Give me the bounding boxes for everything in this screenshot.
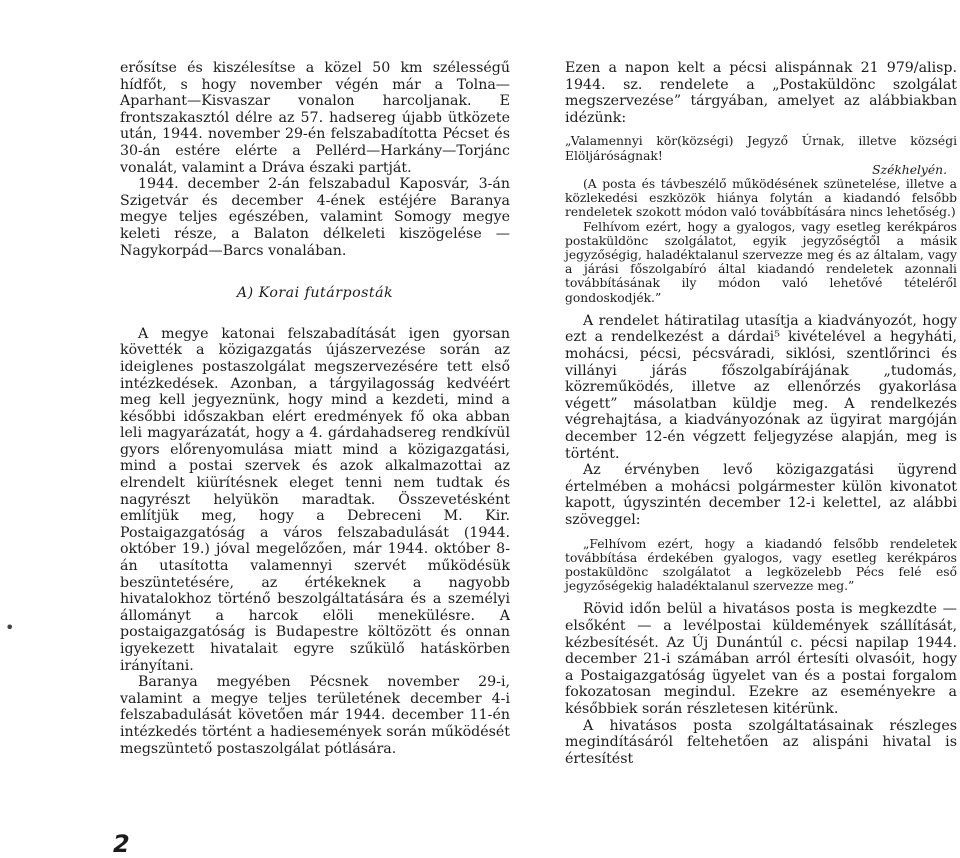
paragraph: A rendelet hátiratilag utasítja a kiadványozót, hogy ezt a rendelkezést a dárdai⁵ kivételével a hegyháti, mohácsi, pécsi, pécsváradi, siklósi, szentlőrinci és villányi járás főszolgabírájának „tudomás, közreműködés, illetve az ellenőrzés gyakorlása végett” másolatban küldje meg. A rendelkezés végrehajtása, a kiadványozónak az ügyirat margóján december 12-én végzett feljegyzése alapján, meg is történt. <box>565 312 957 462</box>
quoted-paragraph: „Felhívom ezért, hogy a kiadandó felsőbb rendeletek továbbítása érdekében gyalogos, vagy esetleg kerékpáros postaküldönc szolgálatot a legközelebb Pécs felé eső jegyzőségekig haladéktalanul szervezze meg.” <box>565 536 957 594</box>
paragraph: 1944. december 2-án felszabadul Kaposvár, 3-án Szigetvár és december 4-ének estéjére Baranya megye teljes egészében, valamint Somogy megye keleti része, a Balaton délkeleti kiszögelése — Nagykorpád—Barcs vonalában. <box>120 176 510 259</box>
right-column <box>565 60 957 767</box>
paragraph: Baranya megyében Pécsnek november 29-i, valamint a megye teljes területének december 4-i felszabadulását követően már 1944. december 11-én intézkedés történt a hadiesemények során működését megszüntető postaszolgálat pótlására. <box>120 674 510 757</box>
quoted-location: Székhelyén. <box>872 162 947 177</box>
paragraph: A hivatásos posta szolgáltatásainak részleges megindításáról feltehetően az alispáni hivatal is értesítést <box>565 717 957 767</box>
section-heading: A) Korai futárposták <box>236 285 394 302</box>
paragraph: erősítse és kiszélesítse a közel 50 km szélességű hídfőt, s hogy november végén már a Tolna—Aparhant—Kisvaszar vonalon harcoljanak. E frontszakasztól délre az 57. hadsereg újabb ütközete után, 1944. november 29-én felszabadította Pécset és 30-án estére elérte a Pellérd—Harkány—Torjánc vonalát, valamint a Dráva északi partját. <box>120 60 510 176</box>
paragraph: Az érvényben levő közigazgatási ügyrend értelmében a mohácsi polgármester külön kivonatot kapott, úgyszintén december 12-i kelettel, az alábbi szöveggel: <box>565 462 957 528</box>
quoted-paragraph: (A posta és távbeszélő működésének szünetelése, illetve a közlekedési eszközök hiánya folytán a kiadandó felsőbb rendeletek szokott módon való továbbítására nincs lehetőség.) <box>565 176 957 220</box>
paragraph: A megye katonai felszabadítását igen gyorsan követték a közigazgatás újászervezése során az ideiglenes postaszolgálat megszervezésére tett első intézkedések. Azonban, a tárgyilagosság kedvéért meg kell jegyeznünk, hogy mind a kezdeti, mind a későbbi időszakban elért eredmények fő oka abban leli magyarázatát, hogy a 4. gárdahadsereg rendkívül gyors előrenyomulása miatt mind a közigazgatási, mind a postai szervek és azok alkalmazottai az elrendelt kiürítésnek eleget tenni nem tudtak és nagyrészt helyükön maradtak. Összevetésként említjük meg, hogy a Debreceni M. Kir. Postaigazgatóság a város felszabadulását (1944. október 19.) jóval megelőzően, már 1944. október 8-án utasította valamennyi szervét működésük beszüntetésére, az értékeknek a nagyobb hivatalokhoz történő beszolgáltatására és a személyi állományt a harcok elöli menekülésre. A postaigazgatóság is Budapestre költözött és onnan igyekezett hivatalait egyre szűkülő hatáskörben irányítani. <box>120 325 510 674</box>
paragraph: Ezen a napon kelt a pécsi alispánnak 21 979/alisp. 1944. sz. rendelete a „Postaküldönc szolgálat megszervezése” tárgyában, amelyet az alábbiakban idézünk: <box>565 60 957 126</box>
margin-mark: • <box>5 618 15 637</box>
paragraph: Rövid időn belül a hivatásos posta is megkezdte — elsőként — a levélpostai küldemények szállítását, kézbesítését. Az Új Dunántúl c. pécsi napilap 1944. december 21-i számában arról értesíti olvasóit, hogy a Postaigazgatóság ügyelet van és a postai forgalom fokozatosan megindul. Ezekre az eseményekre a későbbiek során részletesen kitérünk. <box>565 601 957 717</box>
quoted-paragraph: Felhívom ezért, hogy a gyalogos, vagy esetleg kerékpáros postaküldönc szolgálatot, egyik jegyzőségtől a másik jegyzőségig, haladéktalanul szervezze meg és az általam, vagy a járási főszolgabíró által kiadandó rendeletek azonnali továbbításának ily módon való lehetővé tételéről gondoskodjék.” <box>565 219 957 305</box>
quoted-address: „Valamennyi kör(községi) Jegyző Úrnak, illetve községi Elöljáróságnak! <box>565 134 957 163</box>
page-number: 2 <box>113 830 130 858</box>
left-column <box>120 60 510 757</box>
